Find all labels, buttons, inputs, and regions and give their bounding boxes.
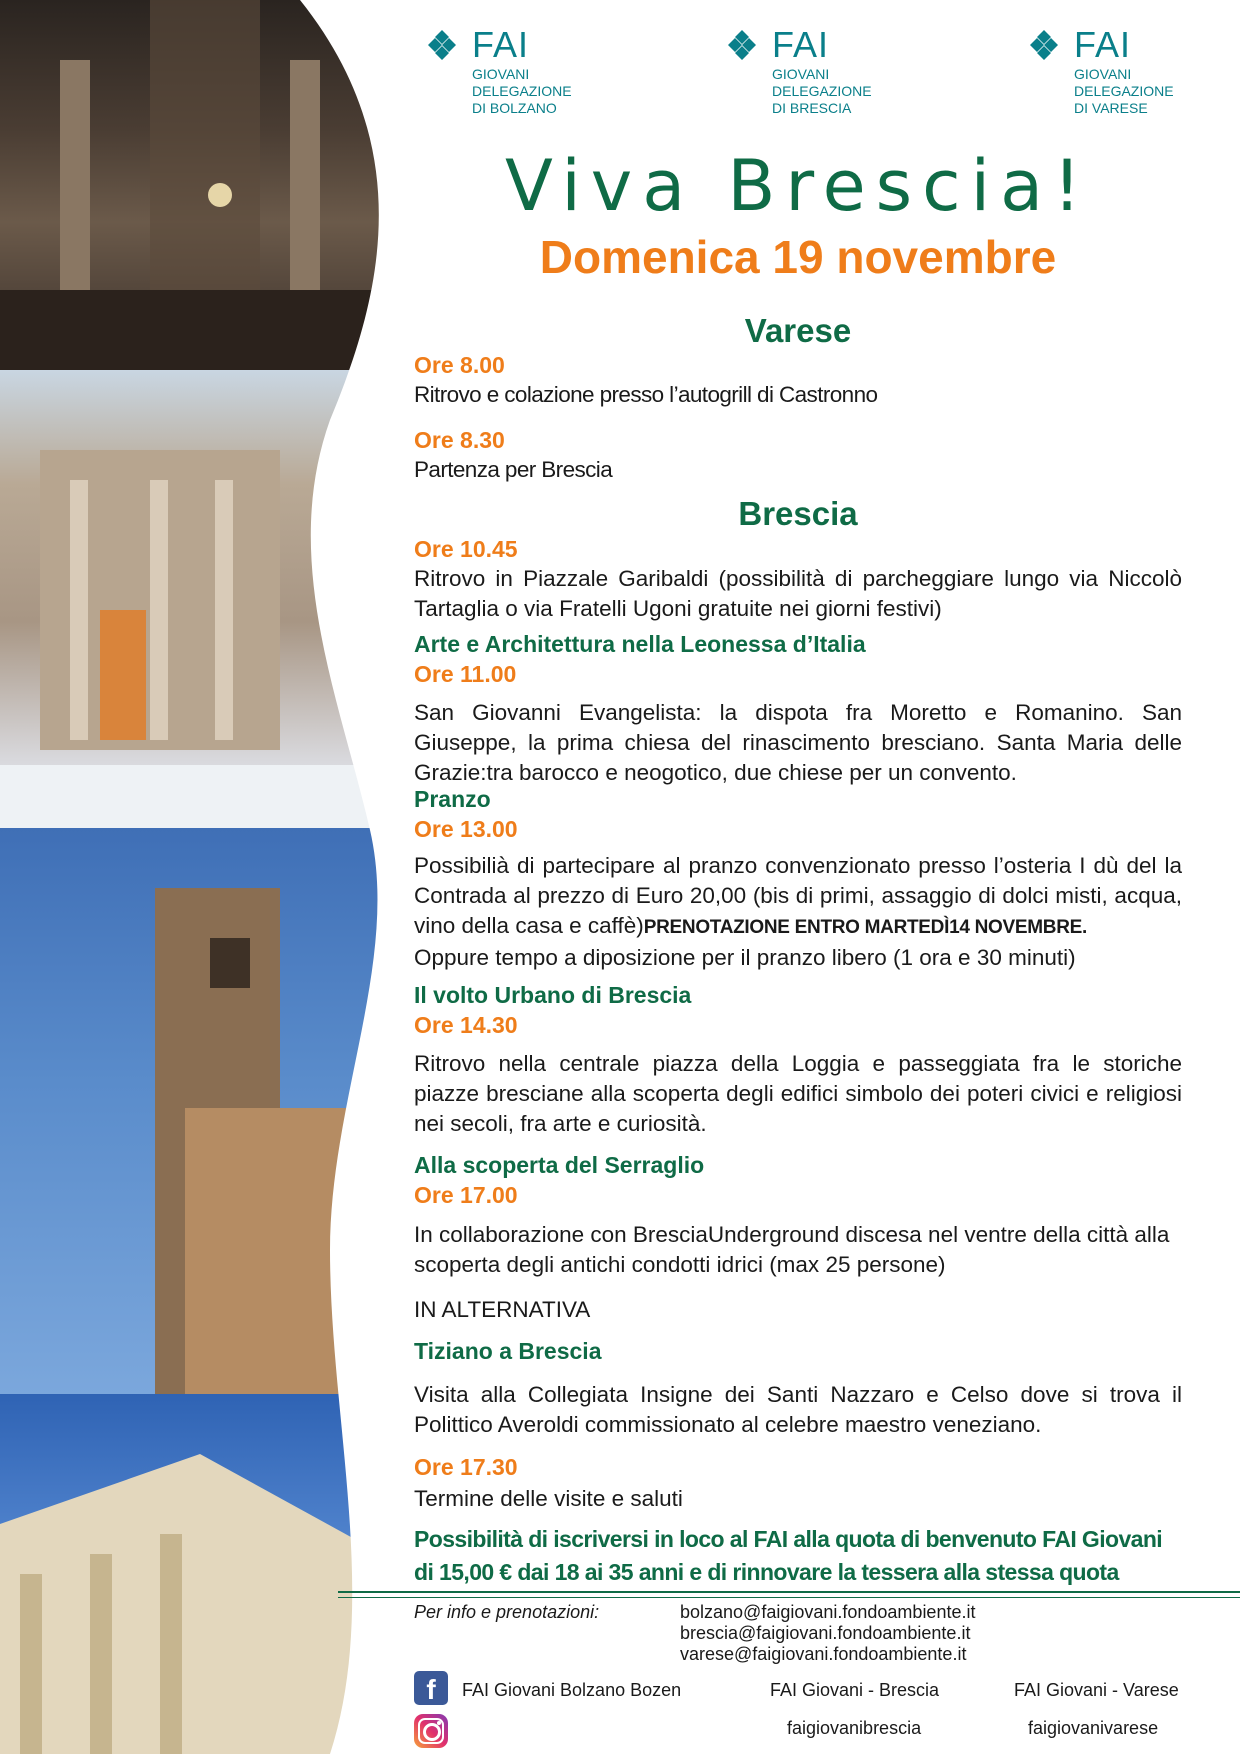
schedule-text: Ritrovo nella centrale piazza della Loggia e passeggiata fra le storiche piazze bresciane alla scoperta degli edifici simbolo dei poteri civici e religiosi nei secoli, fra arte e curiosità. [414, 1051, 1182, 1136]
logo-name: FAI [1074, 24, 1132, 65]
schedule-text: Oppure tempo a diposizione per il pranzo libero (1 ora e 30 minuti) [414, 945, 1076, 970]
info-label: Per info e prenotazioni: [414, 1602, 600, 1622]
membership-promo [414, 1523, 1194, 1589]
footer-divider-thin [338, 1597, 1240, 1598]
logo-name: FAI [472, 24, 530, 65]
schedule-text [414, 851, 1182, 943]
logo-line: DI BRESCIA [772, 100, 852, 116]
time-label: Ore 11.00 [414, 661, 517, 687]
heading-brescia: Brescia [738, 495, 858, 532]
facebook-varese-link[interactable]: FAI Giovani - Varese [1014, 1680, 1179, 1700]
instagram-dot [437, 1721, 441, 1725]
logo-line: DI BOLZANO [472, 100, 557, 116]
schedule-text: Partenza per Brescia [414, 457, 613, 482]
alternative-label: IN ALTERNATIVA [414, 1297, 591, 1322]
time-label: Ore 8.30 [414, 427, 505, 453]
logo-line: GIOVANI [772, 66, 830, 82]
booking-deadline: PRENOTAZIONE ENTRO MARTEDÌ14 NOVEMBRE. [643, 917, 1087, 938]
event-date: Domenica 19 novembre [539, 231, 1057, 283]
logo-line: DI VARESE [1074, 100, 1148, 116]
logo-fai-varese [1022, 22, 1202, 122]
logo-name: FAI [772, 24, 830, 65]
logo-line: DELEGAZIONE [1074, 83, 1174, 99]
schedule-text: In collaborazione con BresciaUnderground discesa nel ventre della città alla scoperta degli antichi condotti idrici (max 25 persone) [414, 1222, 1170, 1277]
schedule-text: Visita alla Collegiata Insigne dei Santi Nazzaro e Celso dove si trova il Polittico Averoldi commissionato al celebre maestro veneziano. [414, 1382, 1182, 1437]
time-label: Ore 13.00 [414, 816, 518, 842]
schedule-text: Ritrovo in Piazzale Garibaldi (possibilità di parcheggiare lungo via Niccolò Tartaglia o via Fratelli Ugoni gratuite nei giorni festivi) [414, 566, 1182, 621]
section-title: Pranzo [414, 786, 491, 812]
lunch-text: Possibilià di partecipare al pranzo convenzionato presso l’osteria I dù del la Contrada al prezzo di Euro 20,00 (bis di primi, assaggio di dolci misti, acqua, vino della casa e caffè) [414, 853, 1182, 938]
page-title: Viva Brescia! [504, 145, 1092, 227]
facebook-brescia-link[interactable]: FAI Giovani - Brescia [770, 1680, 940, 1700]
email-link[interactable]: brescia@faigiovani.fondoambiente.it [680, 1623, 971, 1643]
fai-logo-icon [725, 28, 759, 62]
logo-fai-brescia [720, 22, 900, 122]
schedule-text: Termine delle visite e saluti [414, 1486, 683, 1511]
logo-line: GIOVANI [1074, 66, 1132, 82]
logo-line: GIOVANI [472, 66, 530, 82]
time-label: Ore 10.45 [414, 536, 518, 562]
section-title: Arte e Architettura nella Leonessa d’Italia [414, 631, 866, 657]
footer-divider [338, 1591, 1240, 1593]
promo-line: Possibilità di iscriversi in loco al FAI alla quota di benvenuto FAI Giovani [414, 1526, 1163, 1552]
logos-row [414, 22, 1182, 122]
time-label-final: Ore 17.30 [414, 1454, 518, 1480]
decorative-wave [0, 0, 420, 1754]
facebook-icon[interactable]: f [414, 1671, 448, 1705]
instagram-lens [423, 1723, 441, 1741]
instagram-brescia-link[interactable]: faigiovanibrescia [787, 1718, 922, 1738]
logo-line: DELEGAZIONE [772, 83, 872, 99]
promo-line: di 15,00 € dai 18 ai 35 anni e di rinnovare la tessera alla stessa quota [414, 1559, 1119, 1585]
time-label: Ore 17.00 [414, 1182, 518, 1208]
schedule-text: Ritrovo e colazione presso l’autogrill di Castronno [414, 382, 878, 407]
section-title: Alla scoperta del Serraglio [414, 1152, 705, 1178]
facebook-bolzano-link[interactable]: FAI Giovani Bolzano Bozen [462, 1680, 682, 1700]
time-label: Ore 14.30 [414, 1012, 518, 1038]
time-label: Ore 8.00 [414, 352, 505, 378]
logo-subtitle [1074, 66, 1174, 117]
email-link[interactable]: bolzano@faigiovani.fondoambiente.it [680, 1602, 976, 1622]
email-link[interactable]: varese@faigiovani.fondoambiente.it [680, 1644, 967, 1664]
heading-varese: Varese [744, 312, 852, 349]
logo-subtitle [472, 66, 572, 117]
instagram-icon[interactable] [414, 1714, 448, 1748]
schedule-text: San Giovanni Evangelista: la dispota fra Moretto e Romanino. San Giuseppe, la prima chiesa del rinascimento bresciano. Santa Maria delle Grazie:tra barocco e neogotico, due chiese per un convento. [414, 700, 1182, 785]
logo-subtitle [772, 66, 872, 117]
email-list [680, 1602, 975, 1665]
logo-fai-bolzano [420, 22, 600, 122]
section-title: Il volto Urbano di Brescia [414, 982, 692, 1008]
instagram-varese-link[interactable]: faigiovanivarese [1028, 1718, 1159, 1738]
fai-logo-icon [425, 28, 459, 62]
section-title: Tiziano a Brescia [414, 1338, 602, 1364]
fai-logo-icon [1027, 28, 1061, 62]
logo-line: DELEGAZIONE [472, 83, 572, 99]
